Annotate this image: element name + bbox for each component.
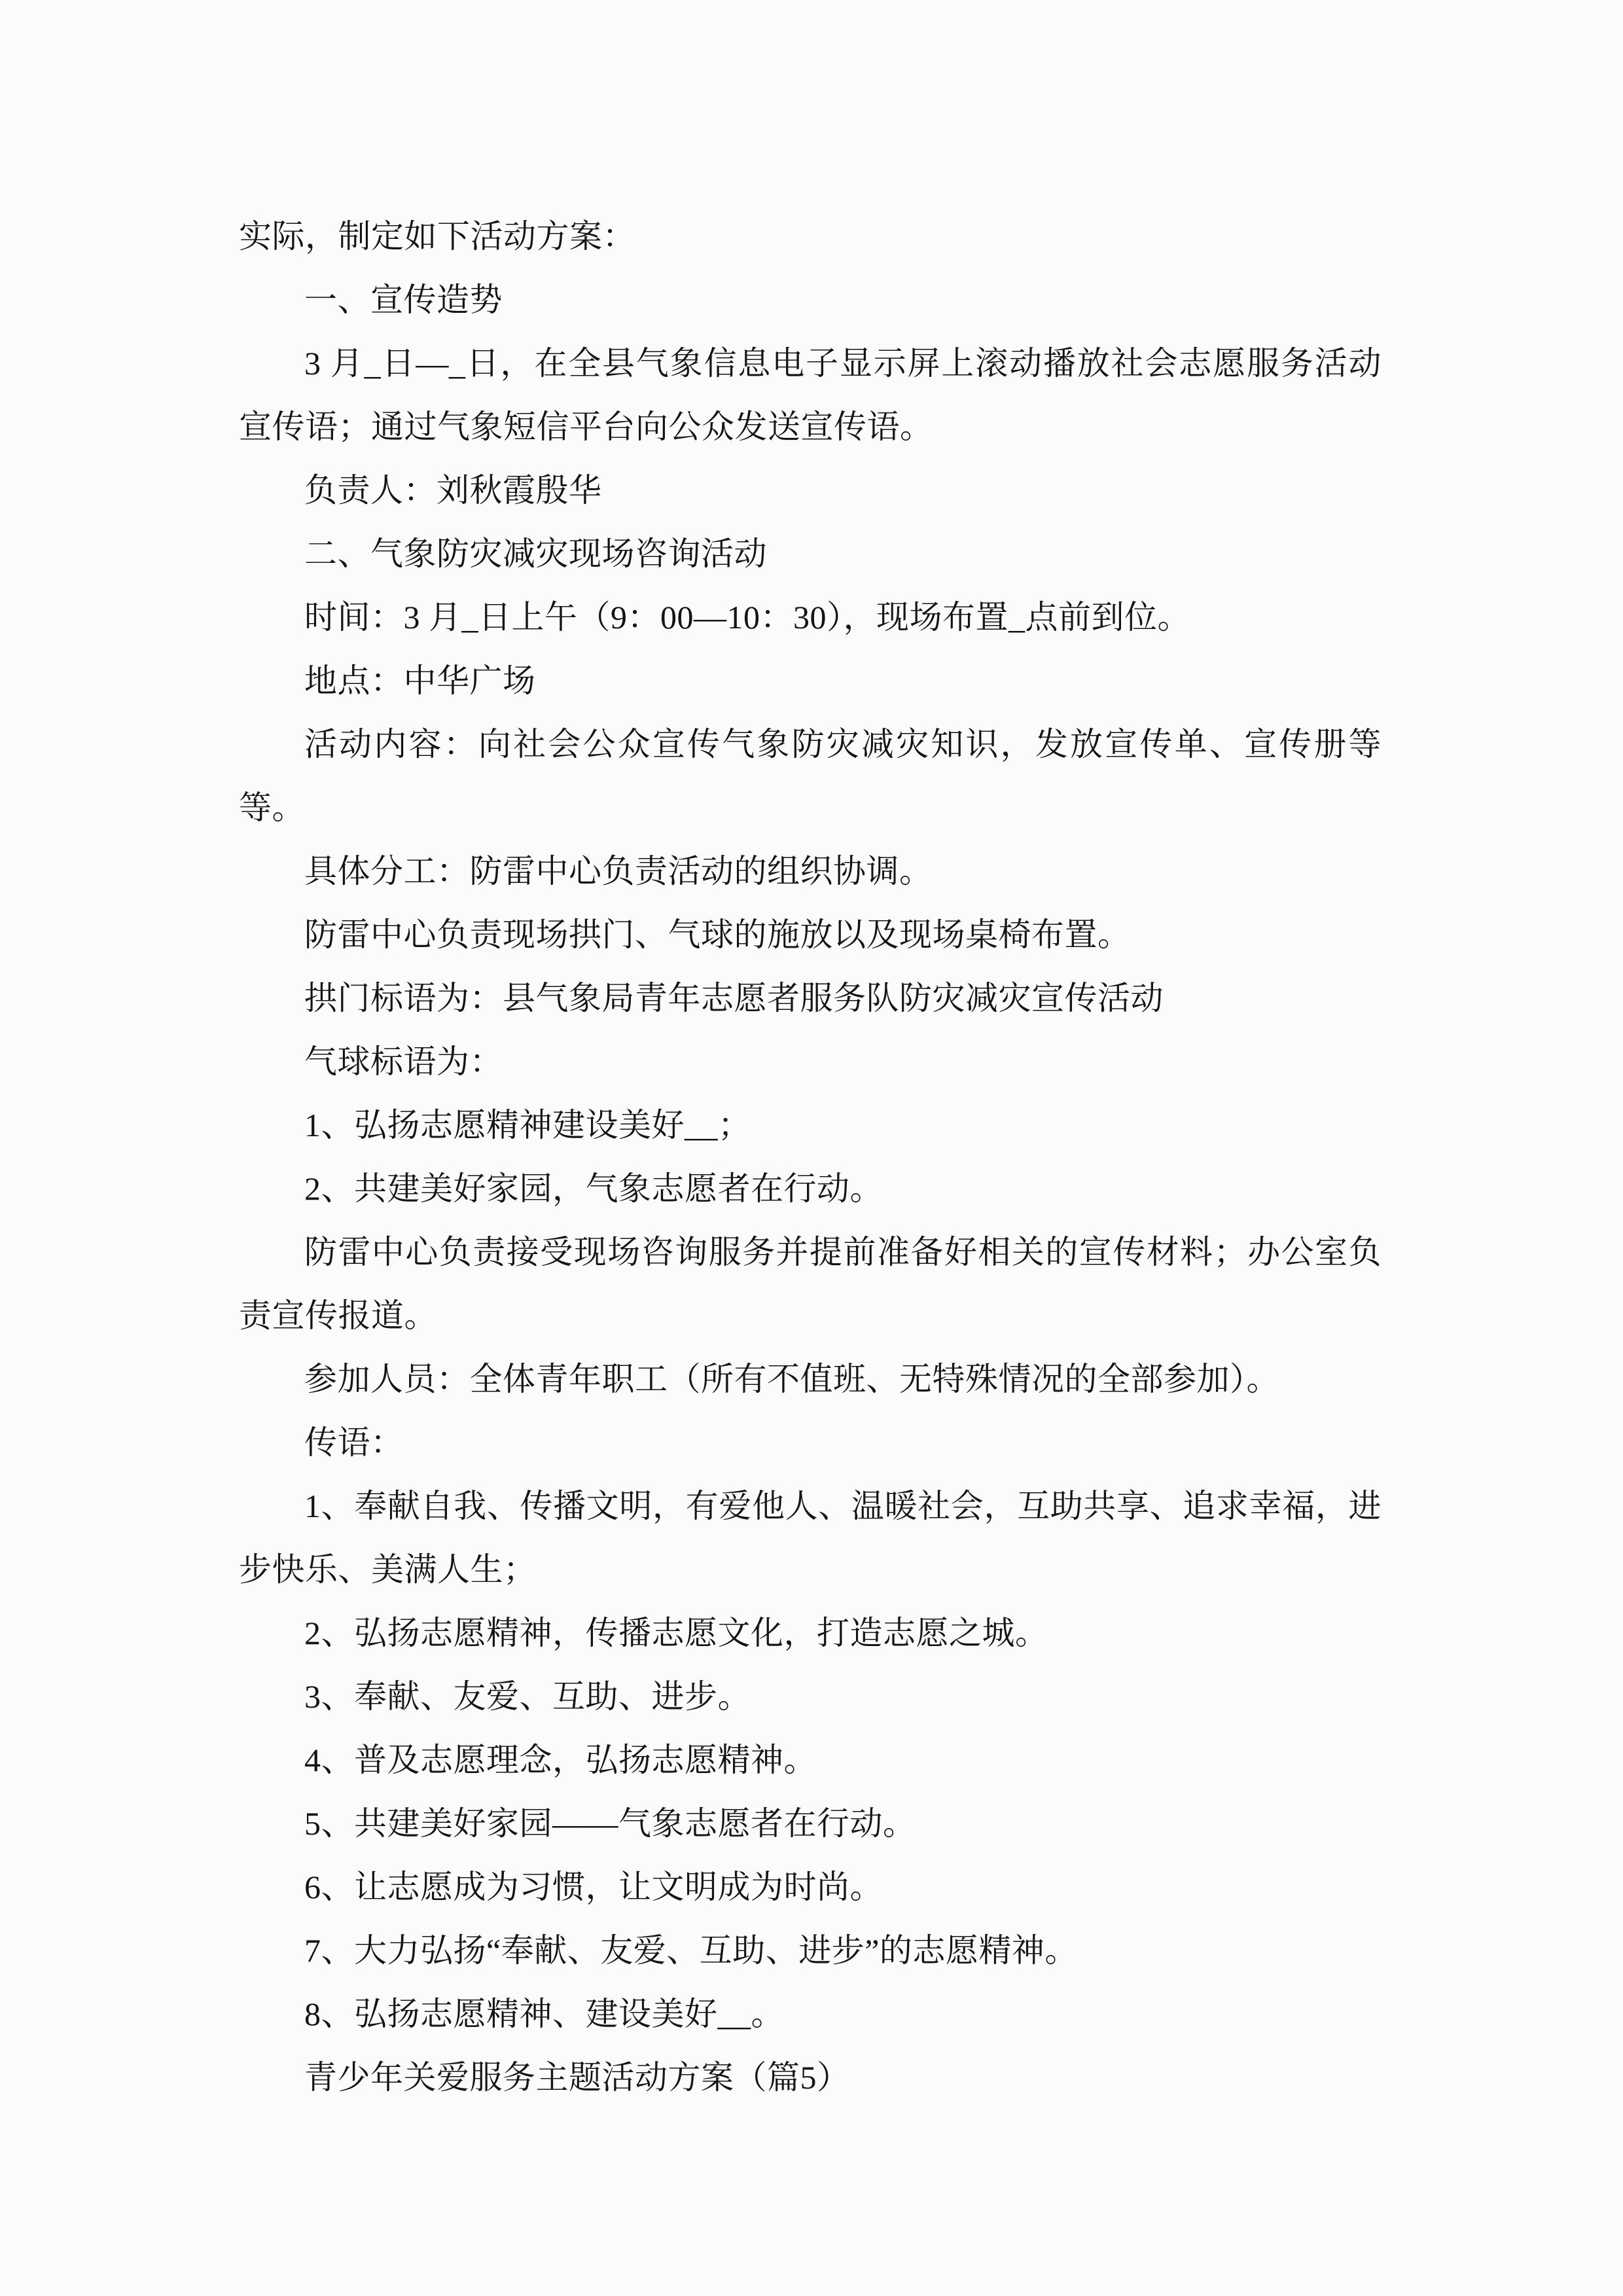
paragraph-slogans-label: 传语： (304, 1424, 404, 1461)
next-section-title: 青少年关爱服务主题活动方案（篇5） (304, 2059, 850, 2096)
list-item-slogan-5: 5、共建美好家园——气象志愿者在行动。 (304, 1805, 916, 1842)
list-item-slogan-6: 6、让志愿成为习惯，让文明成为时尚。 (304, 1869, 883, 1905)
paragraph-balloon-slogan-label: 气球标语为： (304, 1043, 503, 1080)
list-item-slogan-1: 1、奉献自我、传播文明，有爱他人、温暖社会，互助共享、追求幸福，进步快乐、美满人生； (239, 1488, 1382, 1588)
paragraph-division-of-work: 具体分工：防雷中心负责活动的组织协调。 (304, 853, 933, 889)
list-item-balloon-slogan-2: 2、共建美好家园，气象志愿者在行动。 (304, 1170, 883, 1207)
list-item-slogan-2: 2、弘扬志愿精神，传播志愿文化，打造志愿之城。 (304, 1615, 1048, 1651)
list-item-slogan-7: 7、大力弘扬“奉献、友爱、互助、进步”的志愿精神。 (304, 1932, 1078, 1969)
paragraph-continuation: 实际，制定如下活动方案： (239, 218, 635, 255)
list-item-balloon-slogan-1: 1、弘扬志愿精神建设美好__； (304, 1107, 751, 1143)
document-body-text (239, 205, 1382, 2109)
section-heading-2: 二、气象防灾减灾现场咨询活动 (304, 535, 767, 572)
paragraph-responsible-person: 负责人：刘秋霞殷华 (304, 472, 602, 509)
paragraph-location: 地点：中华广场 (304, 662, 536, 699)
paragraph-participants: 参加人员：全体青年职工（所有不值班、无特殊情况的全部参加）。 (304, 1361, 1279, 1397)
paragraph: 防雷中心负责现场拱门、气球的施放以及现场桌椅布置。 (304, 916, 1131, 953)
list-item-slogan-4: 4、普及志愿理念，弘扬志愿精神。 (304, 1742, 817, 1778)
paragraph: 防雷中心负责接受现场咨询服务并提前准备好相关的宣传材料；办公室负责宣传报道。 (239, 1234, 1382, 1334)
list-item-slogan-8: 8、弘扬志愿精神、建设美好__。 (304, 1996, 784, 2032)
paragraph-time: 时间：3 月_日上午（9：00—10：30），现场布置_点前到位。 (304, 599, 1190, 636)
paragraph-arch-slogan: 拱门标语为：县气象局青年志愿者服务队防灾减灾宣传活动 (304, 980, 1164, 1016)
list-item-slogan-3: 3、奉献、友爱、互助、进步。 (304, 1678, 751, 1715)
paragraph: 3 月_日—_日，在全县气象信息电子显示屏上滚动播放社会志愿服务活动宣传语；通过气象短信平台向公众发送宣传语。 (239, 345, 1382, 445)
paragraph-activity-content: 活动内容：向社会公众宣传气象防灾减灾知识，发放宣传单、宣传册等等。 (239, 726, 1382, 826)
section-heading-1: 一、宣传造势 (304, 281, 503, 318)
